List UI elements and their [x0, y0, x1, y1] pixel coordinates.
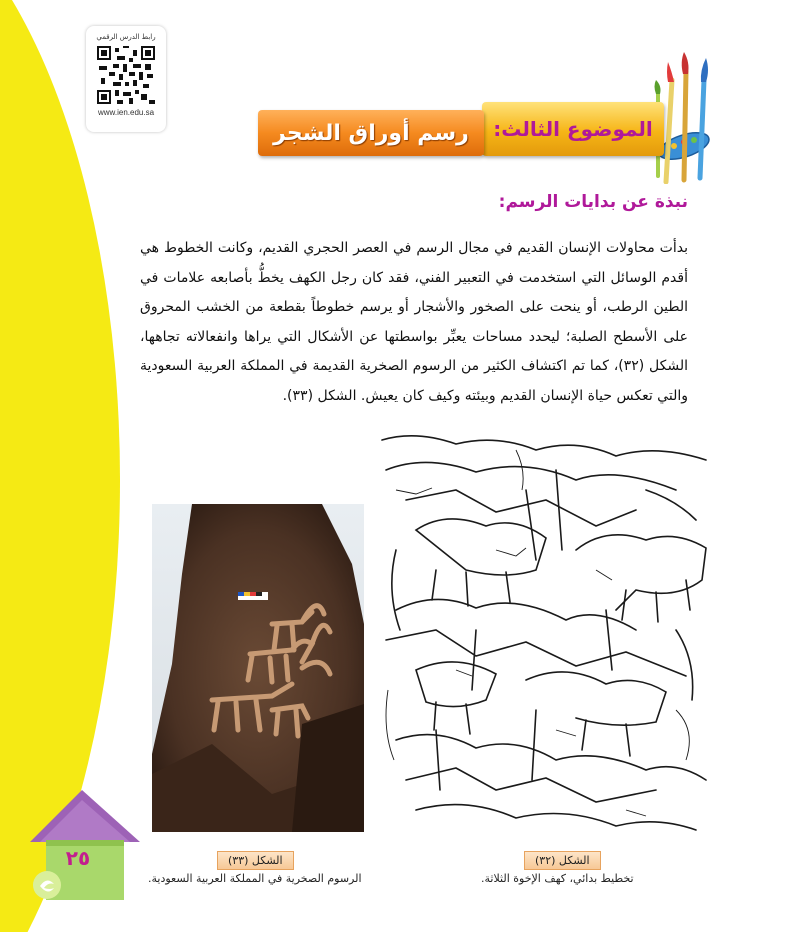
body-paragraph: بدأت محاولات الإنسان القديم في مجال الرسم في العصر الحجري القديم، وكانت الخطوط هي أقدم الوسائل التي استخدمت في التعبير الفني، فقد كان رجل الكهف يخطُّ بأصابعه علامات في الطين الرطب، أو ينحت على الصخور والأشجار أو يرسم خطوطاً بقطعة من الخشب المحروق على الأسطح الصلبة؛ ليحدد مساحات يعبِّر بواسطتها عن الأشكال التي يراها وانفعالاته تجاهها، الشكل (٣٢)، كما تم اكتشاف الكثير من الرسوم الصخرية القديمة في المملكة العربية السعودية والتي تعكس حياة الإنسان القديم وبيئته وكيف كان يعيش. الشكل (٣٣).: [140, 240, 688, 404]
figure-32-caption: تخطيط بدائي، كهف الإخوة الثلاثة.: [481, 872, 634, 885]
figure-32-label: الشكل (٣٢): [524, 851, 601, 870]
qr-code-icon[interactable]: [97, 46, 155, 104]
page-number: ٢٥: [65, 846, 91, 870]
logo-icon: [32, 870, 62, 900]
rock-art-photo: [152, 504, 364, 832]
lesson-title-banner: رسم أوراق الشجر: [258, 110, 484, 156]
qr-url[interactable]: www.ien.edu.sa: [97, 108, 155, 117]
cave-drawing: [376, 430, 716, 838]
figure-33-label: الشكل (٣٣): [217, 851, 294, 870]
qr-link-box[interactable]: [86, 26, 166, 132]
section-heading: نبذة عن بدايات الرسم:: [498, 192, 688, 212]
figure-33-caption: الرسوم الصخرية في المملكة العربية السعودية.: [148, 872, 362, 885]
topic-label-banner: الموضوع الثالث:: [482, 102, 664, 156]
qr-caption: رابط الدرس الرقمي: [96, 33, 156, 41]
